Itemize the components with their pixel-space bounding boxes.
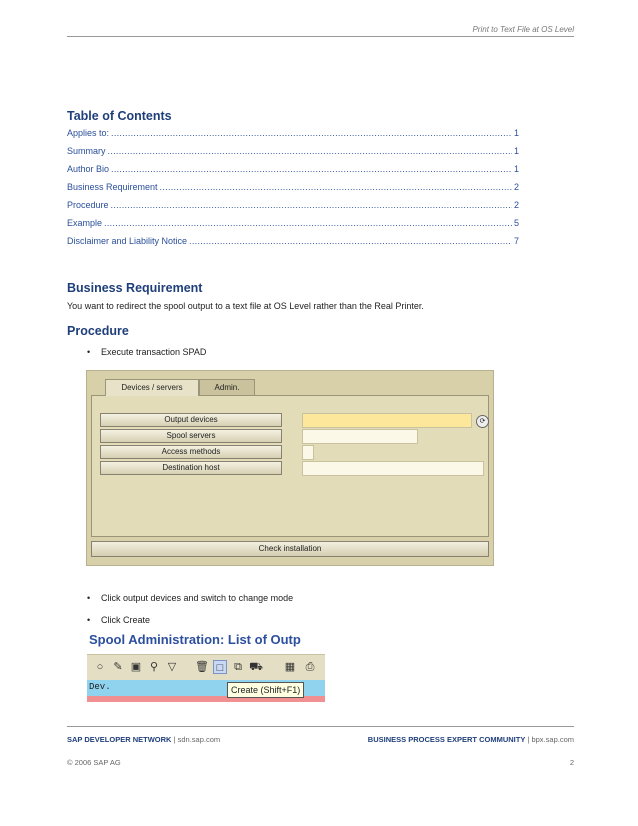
destination-host-input[interactable]	[302, 461, 484, 476]
spool-servers-button[interactable]: Spool servers	[100, 429, 282, 443]
create-icon[interactable]: □	[213, 660, 227, 674]
footer-network: SAP DEVELOPER NETWORK	[67, 735, 172, 744]
copy-icon[interactable]: ⧉	[234, 661, 242, 673]
access-method-input[interactable]	[302, 445, 314, 460]
spool-toolbar	[87, 654, 325, 681]
toc-entry-business-requirement[interactable]: Business Requirement ..... 2	[67, 182, 519, 200]
procedure-step-1: • Execute transaction SPAD	[87, 347, 207, 357]
spad-tab-bar	[87, 371, 493, 395]
toc-entry-example[interactable]: Example ..... 5	[67, 218, 519, 236]
footer-divider	[67, 726, 574, 727]
page-header	[67, 25, 574, 37]
toc-entry-disclaimer[interactable]: Disclaimer and Liability Notice ..... 7	[67, 236, 519, 254]
spool-admin-screenshot	[87, 632, 325, 702]
display-icon[interactable]: ▣	[130, 661, 142, 673]
procedure-step-2: • Click output devices and switch to change mode	[87, 593, 294, 603]
column-header-dev: Dev.	[87, 680, 325, 696]
delete-icon[interactable]: 🗑	[195, 661, 209, 673]
printer-icon[interactable]: ⎙	[305, 661, 315, 673]
toc-entry-summary[interactable]: Summary ..... 1	[67, 146, 519, 164]
spool-server-input[interactable]	[302, 429, 418, 444]
footer-community: BUSINESS PROCESS EXPERT COMMUNITY	[367, 735, 526, 744]
spad-panel	[91, 395, 489, 537]
transport-icon[interactable]: ⛟	[249, 661, 263, 673]
spool-admin-title: Spool Administration: List of Outp	[89, 632, 301, 647]
access-methods-button[interactable]: Access methods	[100, 445, 282, 459]
header-title: Print to Text File at OS Level	[472, 25, 574, 34]
procedure-heading: Procedure	[67, 324, 129, 338]
create-tooltip: Create (Shift+F1)	[227, 682, 304, 698]
filter-icon[interactable]: ▽	[167, 661, 177, 673]
output-devices-button[interactable]: Output devices	[100, 413, 282, 427]
check-installation-button[interactable]: Check installation	[91, 541, 489, 557]
spad-screenshot	[86, 370, 494, 566]
print-settings-icon[interactable]: ▦	[284, 661, 296, 673]
page-number: 2	[569, 758, 574, 767]
toc-entry-applies-to[interactable]: Applies to: ..... 1	[67, 128, 519, 146]
glasses-icon[interactable]: ○	[96, 661, 104, 673]
find-icon[interactable]: ⚲	[149, 661, 159, 673]
destination-host-button[interactable]: Destination host	[100, 461, 282, 475]
business-requirement-heading: Business Requirement	[67, 281, 203, 295]
toc-entry-procedure[interactable]: Procedure ..... 2	[67, 200, 519, 218]
tab-devices-servers[interactable]: Devices / servers	[105, 379, 199, 396]
toc-entry-author-bio[interactable]: Author Bio ..... 1	[67, 164, 519, 182]
table-of-contents	[67, 128, 519, 254]
tab-admin[interactable]: Admin.	[199, 379, 255, 396]
procedure-step-3: • Click Create	[87, 615, 151, 625]
output-device-input[interactable]	[302, 413, 472, 428]
change-icon[interactable]: ✎	[113, 661, 123, 673]
footer-copyright-row	[67, 758, 574, 767]
business-requirement-text: You want to redirect the spool output to a text file at OS Level rather than the Real Printer.	[67, 301, 424, 311]
footer-community-url[interactable]: bpx.sap.com	[531, 735, 574, 744]
possible-entries-icon[interactable]: ⟳	[476, 415, 489, 428]
footer-network-url[interactable]: sdn.sap.com	[177, 735, 221, 744]
footer-copyright: © 2006 SAP AG	[67, 758, 121, 767]
toc-title: Table of Contents	[67, 109, 172, 123]
